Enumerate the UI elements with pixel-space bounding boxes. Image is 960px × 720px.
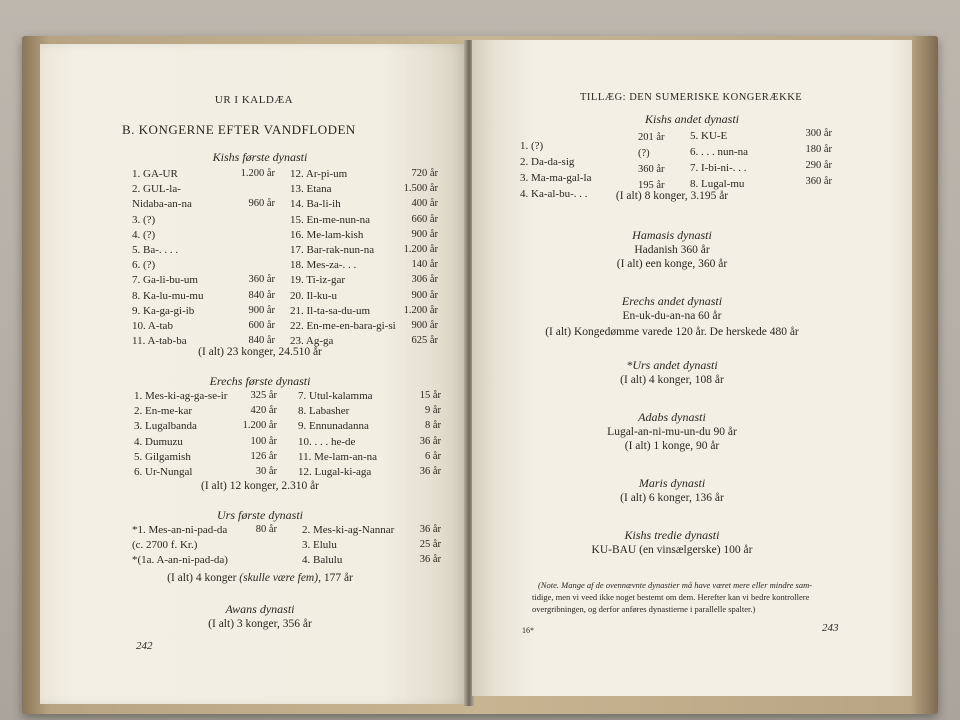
king-name: 6. (?)	[132, 259, 156, 272]
king-years: 1.500 år	[403, 183, 438, 195]
erech2-line1: En-uk-du-an-na 60 år	[622, 310, 722, 322]
king-years: 100 år	[250, 435, 277, 447]
page-number-right: 243	[822, 622, 839, 634]
kish2-title: Kishs andet dynasti	[644, 112, 739, 126]
king-name: 2. Da-da-sig	[520, 156, 575, 168]
kish2-total: (I alt) 8 konger, 3.195 år	[615, 190, 729, 202]
mari-title: Maris dynasti	[638, 476, 706, 490]
king-years: 6 år	[424, 450, 441, 462]
king-years: (?)	[638, 148, 650, 159]
king-years: 1.200 år	[403, 304, 438, 316]
king-name: *1. Mes-an-ni-pad-da	[132, 524, 228, 536]
king-years: 360 år	[248, 274, 275, 286]
king-name: 21. Il-ta-sa-du-um	[290, 304, 371, 317]
note-line-2: tidige, men vi veed ikke noget bestemt om dem. Herefter kan vi bedre kontrollere	[532, 592, 810, 602]
king-name: 22. En-me-en-bara-gi-si	[290, 320, 396, 332]
king-name: 6. . . . nun-na	[690, 146, 749, 158]
hamasi-line2: (I alt) een konge, 360 år	[616, 258, 728, 270]
king-name: 2. En-me-kar	[134, 405, 193, 418]
kish1-title: Kishs første dynasti	[212, 150, 308, 164]
king-name: 3. Lugalbanda	[134, 420, 197, 433]
king-years: 25 år	[419, 539, 441, 551]
king-name: 18. Mes-za-. . .	[290, 259, 357, 272]
adab-line1: Lugal-an-ni-mu-un-du 90 år	[607, 426, 737, 438]
king-years: 8 år	[424, 420, 441, 432]
king-name: 9. Ennunadanna	[298, 420, 369, 433]
king-years: 360 år	[805, 176, 832, 187]
adab-line2: (I alt) 1 konge, 90 år	[624, 440, 720, 452]
erech1-total: (I alt) 12 konger, 2.310 år	[200, 480, 319, 492]
mari-line1: (I alt) 6 konger, 136 år	[620, 492, 724, 504]
king-name: 20. Il-ku-u	[290, 289, 338, 302]
king-years: 420 år	[250, 405, 277, 417]
king-years: 900 år	[411, 228, 438, 240]
note-line-3: overgribningen, og derfor anføres dynastierne i parallelle spalter.)	[532, 604, 756, 614]
king-years: 1.200 år	[240, 168, 275, 179]
hamasi-title: Hamasis dynasti	[632, 228, 712, 242]
ur1-total	[40, 572, 468, 584]
ur1-total-note: (skulle være fem)	[239, 572, 319, 584]
king-years: 80 år	[255, 524, 277, 535]
king-name: 10. . . . he-de	[298, 435, 356, 448]
king-name: 23. Ag-ga	[290, 335, 334, 348]
king-years: 15 år	[419, 390, 441, 401]
ur1-title: Urs første dynasti	[216, 508, 303, 522]
king-name: 14. Ba-li-ih	[290, 198, 341, 211]
king-years: 900 år	[411, 289, 438, 301]
king-years: 840 år	[248, 335, 275, 347]
king-name: Nidaba-an-na	[132, 198, 192, 211]
king-years: 9 år	[424, 405, 441, 417]
ur1-total-text: (I alt) 4 konger	[167, 572, 240, 584]
king-years: 960 år	[248, 198, 275, 210]
ur1-total-years: , 177 år	[318, 572, 353, 584]
king-years: 900 år	[411, 320, 438, 331]
king-name: 15. En-me-nun-na	[290, 213, 371, 226]
king-name: 7. Ga-li-bu-um	[132, 274, 198, 287]
king-name: 2. GUL-la-	[132, 183, 181, 196]
erech2-title: Erechs andet dynasti	[621, 294, 723, 308]
running-head-right: TILLÆG: DEN SUMERISKE KONGERÆKKE	[580, 92, 803, 103]
king-name: 17. Bar-rak-nun-na	[290, 244, 375, 256]
king-name: 11. Me-lam-an-na	[298, 450, 378, 463]
ur2-line1: (I alt) 4 konger, 108 år	[620, 374, 724, 386]
king-years: 36 år	[419, 435, 441, 447]
king-name: 3. Elulu	[302, 539, 337, 552]
king-name: 1. GA-UR	[132, 168, 178, 180]
section-title: B. KONGERNE EFTER VANDFLODEN	[122, 122, 356, 137]
king-years: 840 år	[248, 289, 275, 301]
king-years: 180 år	[805, 144, 832, 155]
king-name: 8. Labasher	[298, 405, 350, 418]
left-page	[40, 44, 468, 704]
hamasi-line1: Hadanish 360 år	[634, 244, 710, 256]
king-name: 7. I-bi-ni-. . .	[690, 162, 747, 174]
adab-title: Adabs dynasti	[638, 410, 706, 424]
king-years: 600 år	[248, 320, 275, 331]
ur2-title: *Urs andet dynasti	[626, 358, 718, 372]
king-years: 36 år	[419, 466, 441, 477]
kish1-total: (I alt) 23 konger, 24.510 år	[198, 346, 322, 358]
kish3-title: Kishs tredie dynasti	[624, 528, 720, 542]
king-name: 4. Balulu	[302, 554, 343, 567]
king-years: 625 år	[411, 335, 438, 347]
king-years: 400 år	[411, 198, 438, 210]
king-name: 6. Ur-Nungal	[134, 466, 193, 478]
king-years: 195 år	[638, 180, 665, 191]
king-name: 10. A-tab	[132, 320, 173, 332]
king-years: 36 år	[419, 524, 441, 535]
king-name: 3. (?)	[132, 213, 156, 226]
awan-title: Awans dynasti	[225, 602, 295, 616]
king-name: 1. (?)	[520, 140, 544, 152]
king-name: 13. Etana	[290, 183, 332, 196]
signature-mark: 16*	[522, 626, 534, 635]
king-name: 4. Ka-al-bu-. . .	[520, 188, 588, 200]
king-name: 9. Ka-ga-gi-ib	[132, 304, 195, 317]
king-years: 325 år	[250, 390, 277, 401]
king-years: 306 år	[411, 274, 438, 286]
king-years: 1.200 år	[242, 420, 277, 432]
king-years: 126 år	[250, 450, 277, 462]
right-page	[472, 40, 912, 696]
king-years: 36 år	[419, 554, 441, 566]
king-years: 300 år	[805, 128, 832, 139]
king-name: 4. Dumuzu	[134, 435, 183, 448]
king-name: 5. Ba-. . . .	[132, 244, 179, 256]
king-name: 5. KU-E	[690, 130, 728, 142]
king-years: 1.200 år	[403, 244, 438, 255]
king-name: 2. Mes-ki-ag-Nannar	[302, 524, 395, 536]
king-name: 12. Ar-pi-um	[290, 168, 348, 180]
king-name: 11. A-tab-ba	[132, 335, 187, 348]
kish3-line1: KU-BAU (en vinsælgerske) 100 år	[591, 544, 753, 556]
king-name: 12. Lugal-ki-aga	[298, 466, 372, 478]
king-years: 360 år	[638, 164, 665, 175]
king-years: 290 år	[805, 160, 832, 171]
erech1-title: Erechs første dynasti	[209, 374, 311, 388]
king-name: (c. 2700 f. Kr.)	[132, 539, 198, 552]
king-years: 140 år	[411, 259, 438, 271]
king-name: 8. Ka-lu-mu-mu	[132, 289, 204, 302]
note-line-1: (Note. Mange af de ovennævnte dynastier må have været mere eller mindre sam-	[538, 580, 813, 590]
king-name: 7. Utul-kalamma	[298, 390, 373, 402]
king-name: 3. Ma-ma-gal-la	[520, 172, 592, 184]
king-name: 19. Ti-iz-gar	[290, 274, 345, 287]
king-name: 1. Mes-ki-ag-ga-se-ir	[134, 390, 228, 402]
awan-total: (I alt) 3 konger, 356 år	[208, 618, 312, 630]
erech2-line2: (I alt) Kongedømme varede 120 år. De herskede 480 år	[545, 326, 799, 338]
king-years: 201 år	[638, 132, 665, 143]
running-head-left: UR I KALDÆA	[214, 94, 294, 106]
king-years: 900 år	[248, 304, 275, 316]
king-name: *(1a. A-an-ni-pad-da)	[132, 554, 228, 567]
king-name: 8. Lugal-mu	[690, 178, 745, 190]
king-years: 30 år	[255, 466, 277, 477]
king-name: 5. Gilgamish	[134, 450, 191, 463]
king-name: 16. Me-lam-kish	[290, 228, 364, 241]
king-years: 720 år	[411, 168, 438, 179]
page-number-left: 242	[136, 640, 153, 652]
king-name: 4. (?)	[132, 228, 156, 241]
king-years: 660 år	[411, 213, 438, 225]
